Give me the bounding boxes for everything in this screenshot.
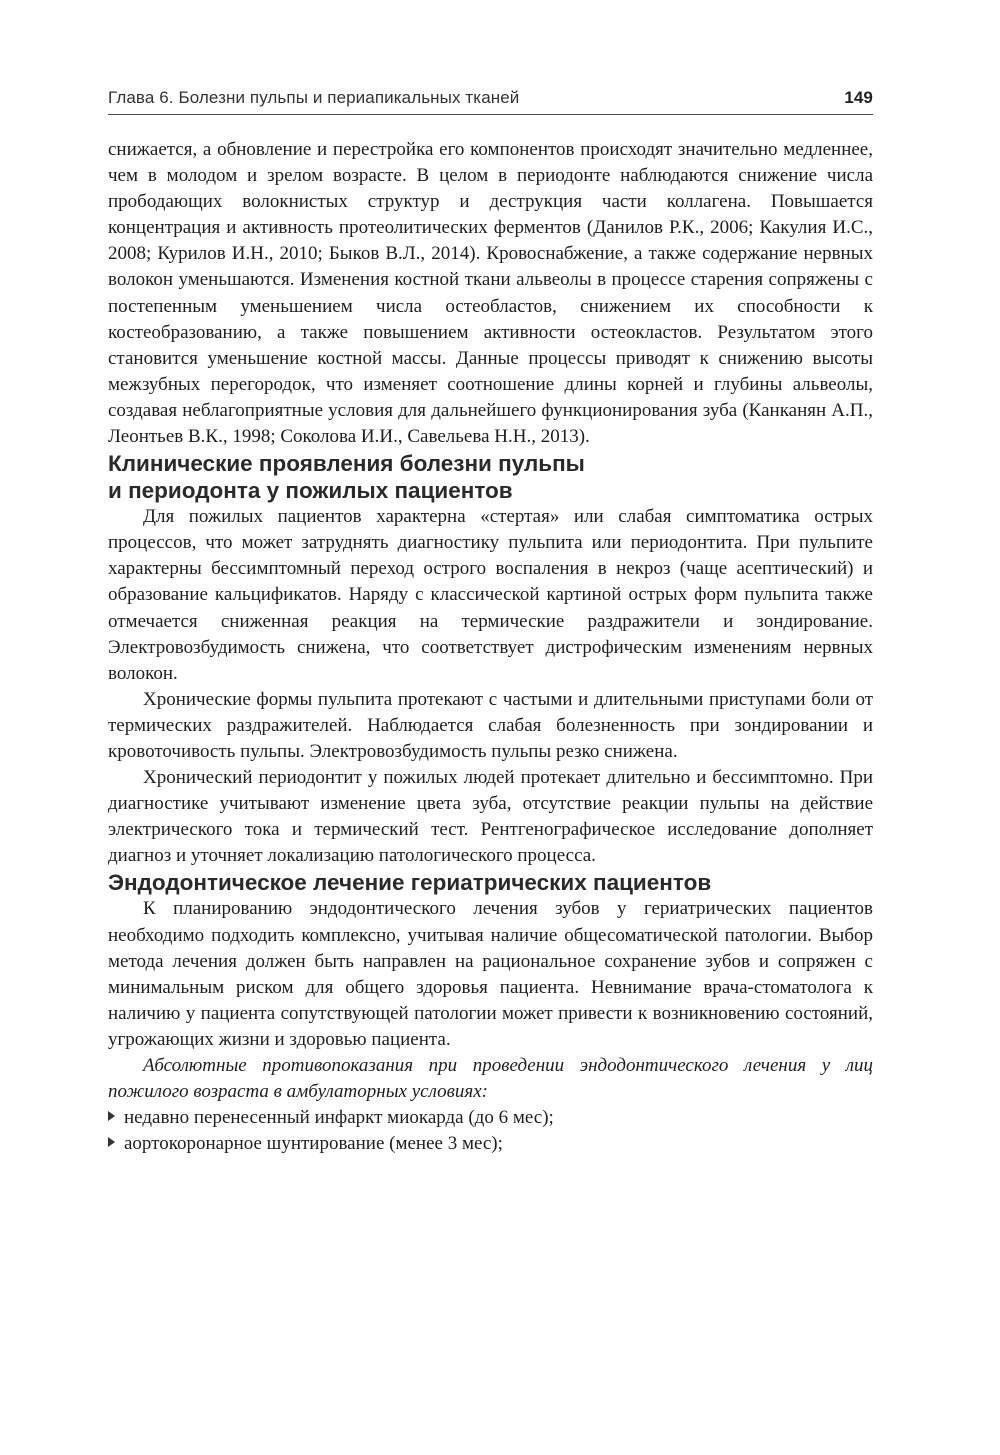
endodontic-section-heading: Эндодонтическое лечение гериатрических пациентов <box>108 870 712 896</box>
clinical-paragraph: Хронический периодонтит у пожилых людей протекает длительно и бессимптомно. При диагностике учитывают изменение цвета зуба, отсутствие реакции пульпы на действие электрического тока и термический тест. Рентгенографическое исследование дополняет диагноз и уточняет локализацию патологического процесса. <box>108 767 873 867</box>
clinical-heading-line1: Клинические проявления болезни пульпы <box>108 451 585 477</box>
intro-paragraph: снижается, а обновление и перестройка его компонентов происходят значительно медленнее, чем в молодом и зрелом возрасте. В целом в периодонте наблюдаются снижение числа прободающих волокнистых структур и деструкция части коллагена. Повышается концентрация и активность протеолитических ферментов (Данилов Р.К., 2006; Какулия И.С., 2008; Курилов И.Н., 2010; Быков В.Л., 2014). Кровоснабжение, а также содержание нервных волокон уменьшаются. Изменения костной ткани альвеолы в процессе старения сопряжены с постепенным уменьшением числа остеобластов, снижением их способности к костеобразованию, а также повышением активности остеокластов. Результатом этого становится уменьшение костной массы. Данные процессы приводят к снижению высоты межзубных перегородок, что изменяет соотношение длины корней и глубины альвеолы, создавая неблагоприятные условия для дальнейшего функционирования зуба (Канканян А.П., Леонтьев В.К., 1998; Соколова И.И., Савельева Н.Н., 2013). <box>108 139 873 448</box>
running-head <box>108 88 873 115</box>
list-item-text: недавно перенесенный инфаркт миокарда (до 6 мес); <box>124 1107 554 1129</box>
book-page <box>108 88 873 1157</box>
endodontic-paragraph: К планированию эндодонтического лечения зубов у гериатрических пациентов необходимо подходить комплексно, учитывая наличие общесоматической патологии. Выбор метода лечения должен быть направлен на рациональное сохранение зубов и сопряжен с минимальным риском для общего здоровья пациента. Невнимание врача-стоматолога к наличию у пациента сопутствующей патологии может привести к возникновению состояний, угрожающих жизни и здоровью пациента. <box>108 898 873 1050</box>
list-item <box>108 1131 873 1157</box>
triangle-bullet-icon <box>108 1137 115 1147</box>
clinical-section-heading <box>108 450 873 504</box>
endodontic-section-body <box>108 896 873 1157</box>
intro-block <box>108 137 873 450</box>
clinical-heading-line2: и периодонта у пожилых пациентов <box>108 478 513 504</box>
contraindications-list <box>108 1105 873 1157</box>
page-number: 149 <box>844 88 873 107</box>
clinical-paragraph: Для пожилых пациентов характерна «стертая» или слабая симптоматика острых процессов, что может затруднять диагностику пульпита или периодонтита. При пульпите характерны бессимптомный переход острого воспаления в некроз (чаще асептический) и образование кальцификатов. Наряду с классической картиной острых форм пульпита также отмечается сниженная реакция на термические раздражители и зондирование. Электровозбудимость снижена, что соответствует дистрофическим изменениям нервных волокон. <box>108 506 873 684</box>
contraindications-intro: Абсолютные противопоказания при проведении эндодонтического лечения у лиц пожилого возраста в амбулаторных условиях: <box>108 1055 873 1103</box>
clinical-section-body <box>108 504 873 869</box>
triangle-bullet-icon <box>108 1111 115 1121</box>
list-item-text: аортокоронарное шунтирование (менее 3 мес); <box>124 1133 503 1155</box>
clinical-paragraph: Хронические формы пульпита протекают с частыми и длительными приступами боли от термических раздражителей. Наблюдается слабая болезненность при зондировании и кровоточивость пульпы. Электровозбудимость пульпы резко снижена. <box>108 688 873 762</box>
chapter-title: Глава 6. Болезни пульпы и периапикальных тканей <box>108 88 520 107</box>
list-item <box>108 1105 873 1131</box>
